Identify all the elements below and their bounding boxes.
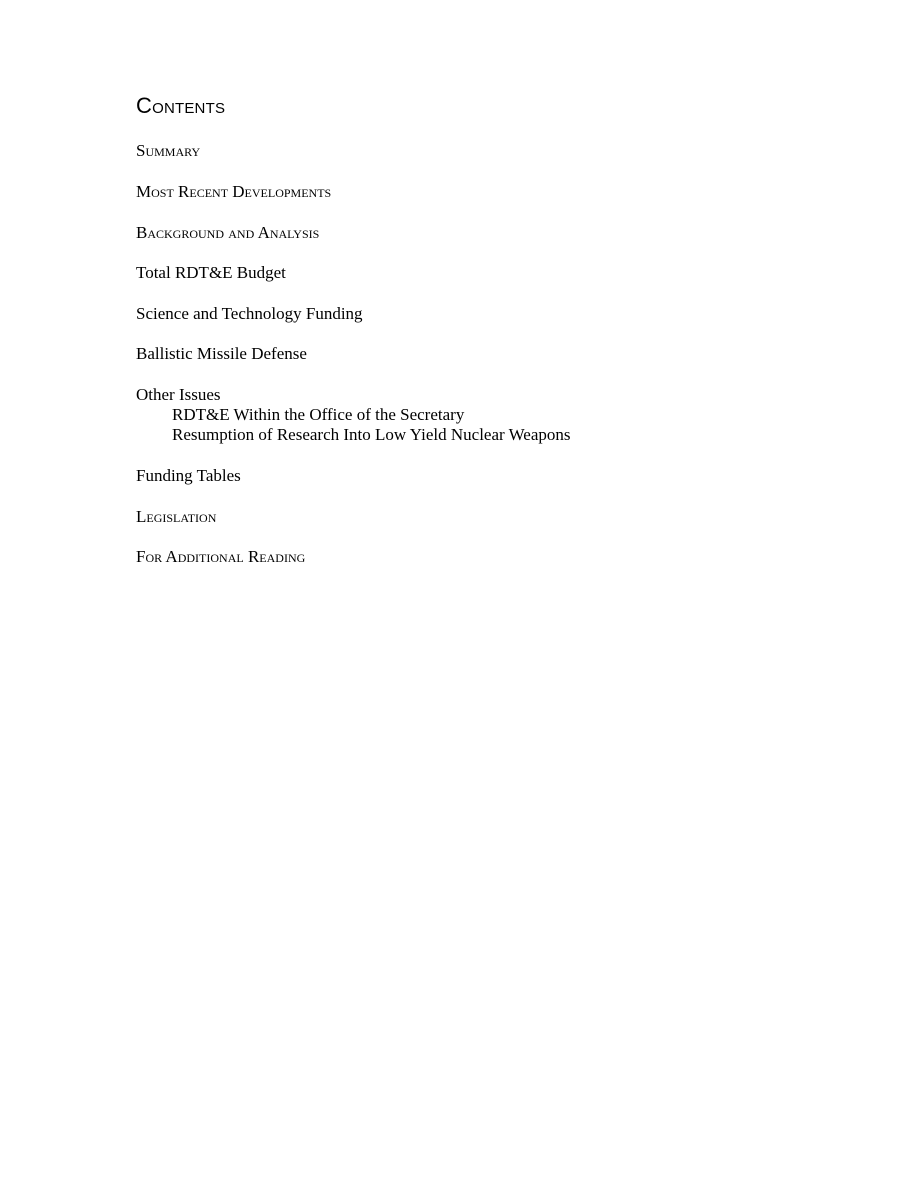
toc-entry-total-rdte-budget[interactable]: Total RDT&E Budget: [136, 263, 286, 282]
toc-entry-other-issues[interactable]: Other Issues: [136, 385, 221, 404]
toc-entry-funding-tables[interactable]: Funding Tables: [136, 466, 241, 485]
page-title: Contents: [136, 93, 226, 118]
toc-entry-science-technology-funding[interactable]: Science and Technology Funding: [136, 304, 363, 323]
toc-subentry-low-yield-nuclear-weapons[interactable]: Resumption of Research Into Low Yield Nuclear Weapons: [172, 425, 571, 444]
toc-entry-ballistic-missile-defense[interactable]: Ballistic Missile Defense: [136, 344, 307, 363]
toc-entry-legislation[interactable]: Legislation: [136, 507, 217, 526]
toc-entry-most-recent-developments[interactable]: Most Recent Developments: [136, 182, 332, 201]
contents-page: [136, 91, 856, 566]
toc-entry-background-and-analysis[interactable]: Background and Analysis: [136, 223, 320, 242]
toc-subentry-rdte-office-secretary[interactable]: RDT&E Within the Office of the Secretary: [172, 405, 465, 424]
toc-entry-for-additional-reading[interactable]: For Additional Reading: [136, 547, 306, 566]
toc-entry-summary[interactable]: Summary: [136, 141, 201, 160]
